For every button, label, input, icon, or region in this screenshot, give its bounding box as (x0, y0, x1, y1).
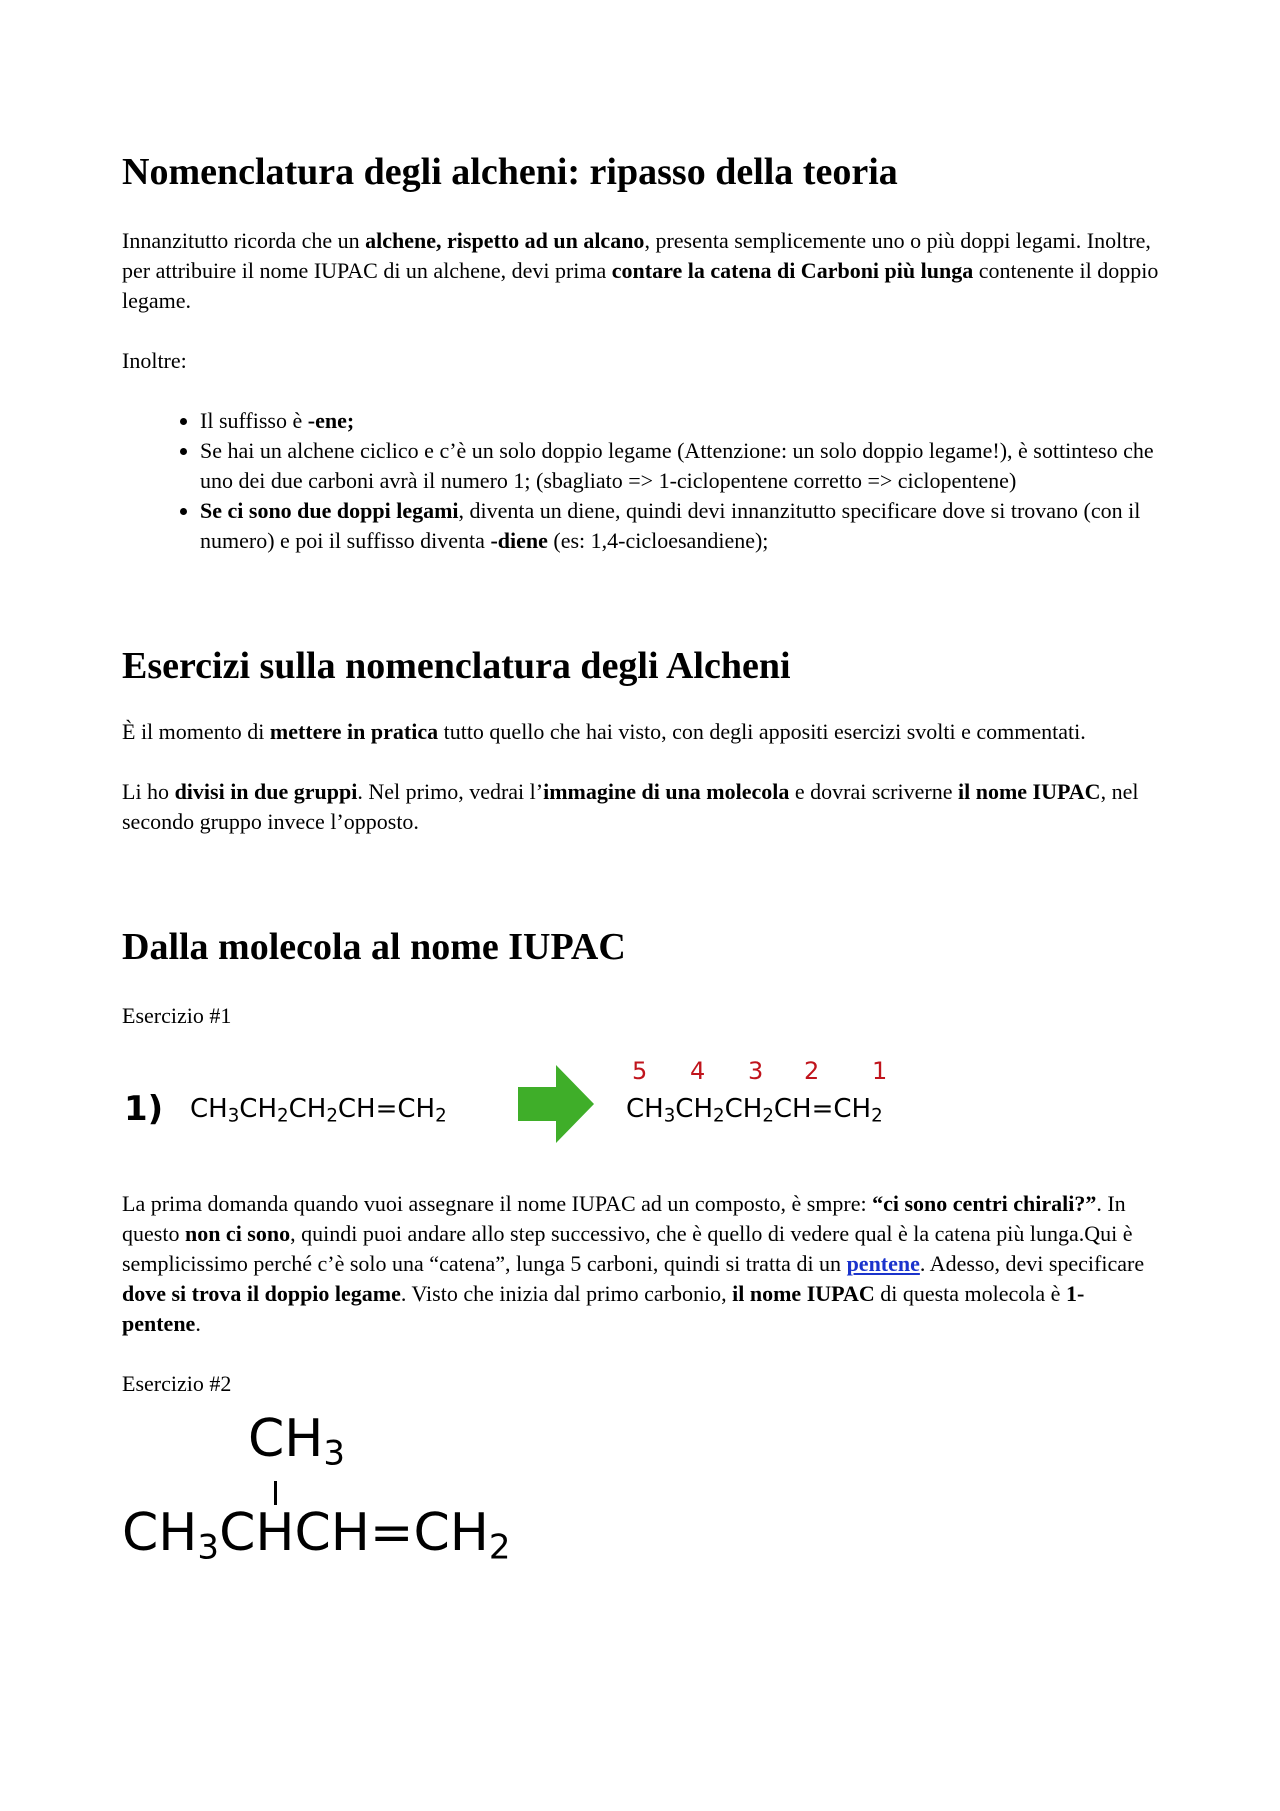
carbon-number: 2 (804, 1056, 820, 1085)
text: , diventa un diene, quindi devi innanzitutto specificare dove si trovano (con il numero) e poi il suffisso diventa (200, 497, 1141, 553)
exercise-1-figure (122, 1049, 1162, 1159)
subscript: 2 (762, 1105, 774, 1127)
list-item (200, 496, 1162, 556)
carbon-number: 3 (748, 1056, 764, 1085)
text: . Visto che inizia dal primo carbonio, (400, 1280, 733, 1306)
text: di questa molecola è (874, 1280, 1066, 1306)
bold-text: divisi in due gruppi (174, 779, 358, 805)
text: , nel secondo gruppo invece l’opposto. (122, 779, 1139, 835)
green-arrow-icon (518, 1065, 596, 1143)
text: . Adesso, devi specificare (919, 1250, 1145, 1276)
subscript: 3 (323, 1433, 346, 1474)
exercise-number: 1) (124, 1088, 164, 1129)
pentene-link[interactable]: pentene (846, 1250, 920, 1276)
exercise-2-label: Esercizio #2 (122, 1370, 232, 1396)
bold-text: 1-pentene (122, 1280, 1085, 1336)
paragraph-groups (122, 777, 1162, 837)
methyl-branch (248, 1408, 346, 1474)
text: CHCH=CH (219, 1502, 489, 1563)
text: (es: 1,4-cicloesandiene); (547, 527, 769, 553)
carbon-number: 1 (872, 1056, 888, 1085)
paragraph-intro (122, 226, 1162, 316)
text: Il suffisso è (200, 407, 308, 433)
text: CH (122, 1502, 198, 1563)
formula-after (626, 1093, 883, 1127)
text: CH (288, 1093, 327, 1124)
text: tutto quello che hai visto, con degli appositi esercizi svolti e commentati. (438, 719, 1086, 745)
subscript: 2 (277, 1105, 289, 1127)
subscript: 2 (435, 1105, 447, 1127)
text: CH (248, 1408, 324, 1469)
list-item (200, 436, 1162, 496)
text: CH (190, 1093, 228, 1124)
subscript: 3 (197, 1527, 220, 1568)
branch-bond (274, 1481, 277, 1505)
subscript: 2 (713, 1105, 725, 1127)
main-chain (122, 1502, 511, 1568)
bold-text: -diene (490, 527, 548, 553)
text: contenente il doppio legame. (122, 257, 1159, 313)
bold-text: Se ci sono due doppi legami (200, 497, 459, 523)
rules-list (122, 406, 1162, 556)
bold-text: -ene; (307, 407, 355, 433)
text: È il momento di (122, 719, 270, 745)
subscript: 2 (488, 1527, 511, 1568)
carbon-number: 5 (632, 1056, 648, 1085)
exercise-1-explanation (122, 1189, 1162, 1339)
text: CH (724, 1093, 763, 1124)
bold-text: “ci sono centri chirali?” (872, 1190, 1097, 1216)
bold-text: mettere in pratica (269, 719, 439, 745)
subscript: 3 (663, 1105, 676, 1127)
bold-text: il nome IUPAC (957, 779, 1101, 805)
bold-text: alchene, rispetto ad un alcano (365, 227, 645, 253)
text: , presenta semplicemente uno o più doppi legami. Inoltre, per attribuire il nome IUPAC di un alchene, devi prima (122, 227, 1151, 283)
text: CH (675, 1093, 714, 1124)
document-content (122, 150, 1162, 1597)
subscript: 3 (227, 1105, 240, 1127)
formula-before (190, 1093, 447, 1127)
section-title-theory: Nomenclatura degli alcheni: ripasso della teoria (122, 151, 898, 193)
bold-text: dove si trova il doppio legame (122, 1280, 401, 1306)
carbon-number: 4 (690, 1056, 706, 1085)
subscript: 2 (326, 1105, 338, 1127)
text: CH (239, 1093, 278, 1124)
section-title-exercises: Esercizi sulla nomenclatura degli Alcheni (122, 644, 791, 687)
text: CH=CH (337, 1093, 436, 1124)
text: La prima domanda quando vuoi assegnare il nome IUPAC ad un composto, è smpre: (122, 1190, 873, 1216)
text: . In questo (122, 1190, 1126, 1246)
list-item (200, 406, 1162, 436)
bold-text: non ci sono (184, 1220, 291, 1246)
bold-text: contare la catena di Carboni più lunga (611, 257, 974, 283)
carbon-numbering (632, 1057, 932, 1087)
section-title-molecule-to-name: Dalla molecola al nome IUPAC (122, 926, 626, 969)
text: . Nel primo, vedrai l’ (357, 779, 544, 805)
bold-text: il nome IUPAC (732, 1280, 875, 1306)
exercise-2-figure (122, 1407, 722, 1597)
text: Li ho (122, 779, 175, 805)
exercise-1-label: Esercizio #1 (122, 1002, 232, 1028)
text: Innanzitutto ricorda che un (122, 227, 366, 253)
text: CH (626, 1093, 664, 1124)
text: , quindi puoi andare allo step successivo, che è quello di vedere qual è la catena più lunga.Qui è semplicissimo perché c’è solo una “catena”, lunga 5 carboni, quindi si tratta di un (122, 1220, 1133, 1276)
bold-text: immagine di una molecola (543, 779, 790, 805)
text: Se hai un alchene ciclico e c’è un solo doppio legame (Attenzione: un solo doppio legame!), è sottinteso che uno dei due carboni avrà il numero 1; (sbagliato => 1-ciclopentene corretto => ciclopentene) (200, 437, 1154, 493)
text: e dovrai scriverne (789, 779, 958, 805)
subscript: 2 (871, 1105, 883, 1127)
text: . (195, 1310, 201, 1336)
text: CH=CH (773, 1093, 872, 1124)
paragraph-practice (122, 717, 1162, 747)
paragraph-inoltre: Inoltre: (122, 347, 187, 373)
